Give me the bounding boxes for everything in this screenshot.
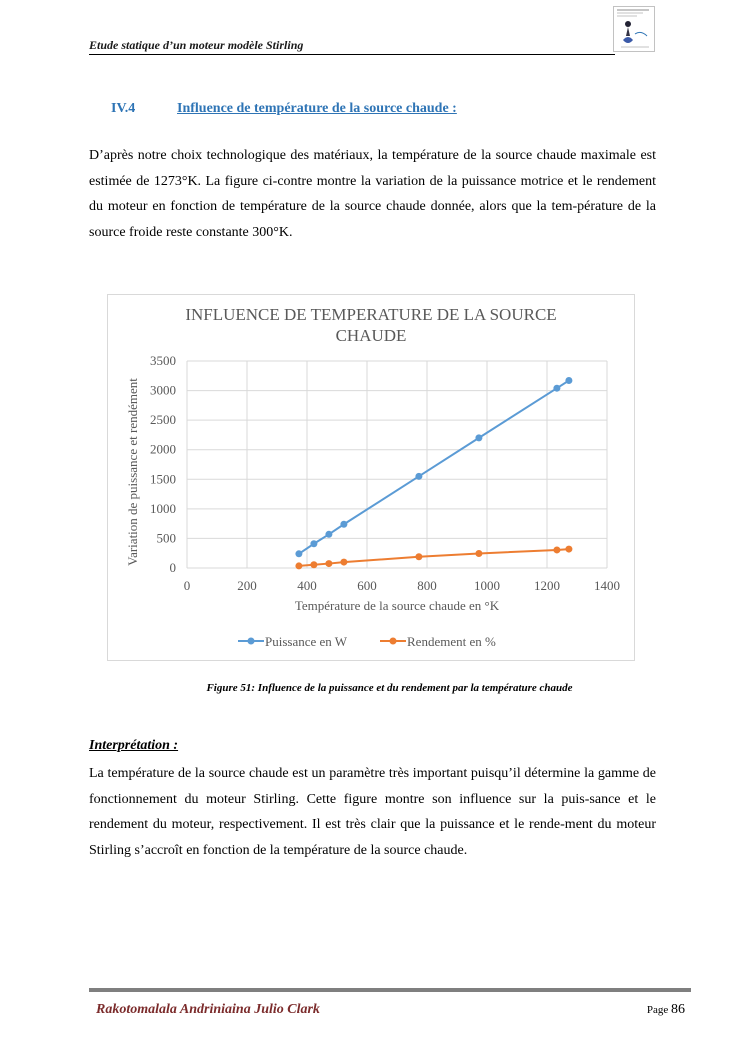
data-point [415, 553, 422, 560]
data-point [310, 540, 317, 547]
y-tick-label: 1000 [150, 500, 176, 516]
y-tick-label: 3500 [150, 353, 176, 368]
line-chart [107, 294, 635, 661]
data-point [295, 562, 302, 569]
x-axis-label: Température de la source chaude en °K [294, 598, 500, 613]
data-point [340, 521, 347, 528]
data-point [475, 434, 482, 441]
x-tick-label: 800 [417, 578, 437, 593]
y-tick-label: 2000 [150, 441, 176, 457]
section-title: Influence de température de la source chaude : [177, 101, 457, 116]
section-number: IV.4 [111, 101, 136, 116]
chart-title-line1: INFLUENCE DE TEMPERATURE DE LA SOURCE [185, 305, 557, 324]
footer-divider [89, 988, 691, 992]
x-tick-label: 1200 [534, 578, 560, 593]
interpretation-heading: Interprétation : [89, 738, 179, 753]
footer-page-indicator [647, 1002, 685, 1018]
x-tick-label: 1400 [594, 578, 620, 593]
data-point [310, 561, 317, 568]
y-tick-label: 2500 [150, 412, 176, 428]
data-point [553, 385, 560, 392]
footer-page-number: 86 [671, 1002, 685, 1017]
legend-label: Rendement en % [407, 634, 496, 649]
y-tick-label: 0 [169, 560, 176, 575]
y-tick-label: 500 [156, 530, 176, 546]
x-tick-label: 200 [237, 578, 257, 593]
running-header-title: Etude statique d’un moteur modèle Stirling [89, 38, 615, 55]
x-tick-label: 400 [297, 578, 317, 593]
footer-page-label: Page [646, 1004, 669, 1016]
data-point [475, 550, 482, 557]
footer-author: Rakotomalala Andriniaina Julio Clark [96, 1002, 320, 1017]
y-tick-label: 3000 [150, 382, 176, 398]
y-axis-label: Variation de puissance et rendément [125, 378, 140, 566]
x-tick-label: 600 [357, 578, 377, 593]
legend-swatch-marker [248, 638, 255, 645]
data-point [415, 473, 422, 480]
data-point [565, 546, 572, 553]
y-tick-label: 1500 [150, 471, 176, 487]
data-point [295, 550, 302, 557]
legend-swatch-marker [390, 638, 397, 645]
series-line-1 [299, 381, 569, 554]
data-point [553, 546, 560, 553]
figure-caption: Figure 51: Influence de la puissance et du rendement par la température chaude [206, 682, 573, 694]
x-tick-label: 0 [183, 578, 191, 593]
data-point [325, 531, 332, 538]
data-point [565, 377, 572, 384]
university-logo [613, 6, 655, 52]
chart-title-line2: CHAUDE [335, 326, 407, 345]
interpretation-paragraph: La température de la source chaude est un paramètre très important puisqu’il détermine la gamme de fonctionnement du moteur Stirling. Cette figure montre son influence sur la puis-sance et le rendement du moteur, respectivement. Il est très clair que la puissance et le rende-ment du moteur Stirling s’accroît en fonction de la température de la source chaude. [89, 766, 656, 858]
intro-paragraph: D’après notre choix technologique des matériaux, la température de la source chaude maximale est estimée de 1273°K. La figure ci-contre montre la variation de la puissance motrice et le rendement du moteur en fonction de température de la source chaude donnée, alors que la tem-pérature de la source froide reste constante 300°K. [89, 148, 656, 240]
series-line-2 [299, 549, 569, 566]
legend-label: Puissance en W [265, 634, 348, 649]
data-point [340, 559, 347, 566]
data-point [325, 560, 332, 567]
x-tick-label: 1000 [474, 578, 500, 593]
